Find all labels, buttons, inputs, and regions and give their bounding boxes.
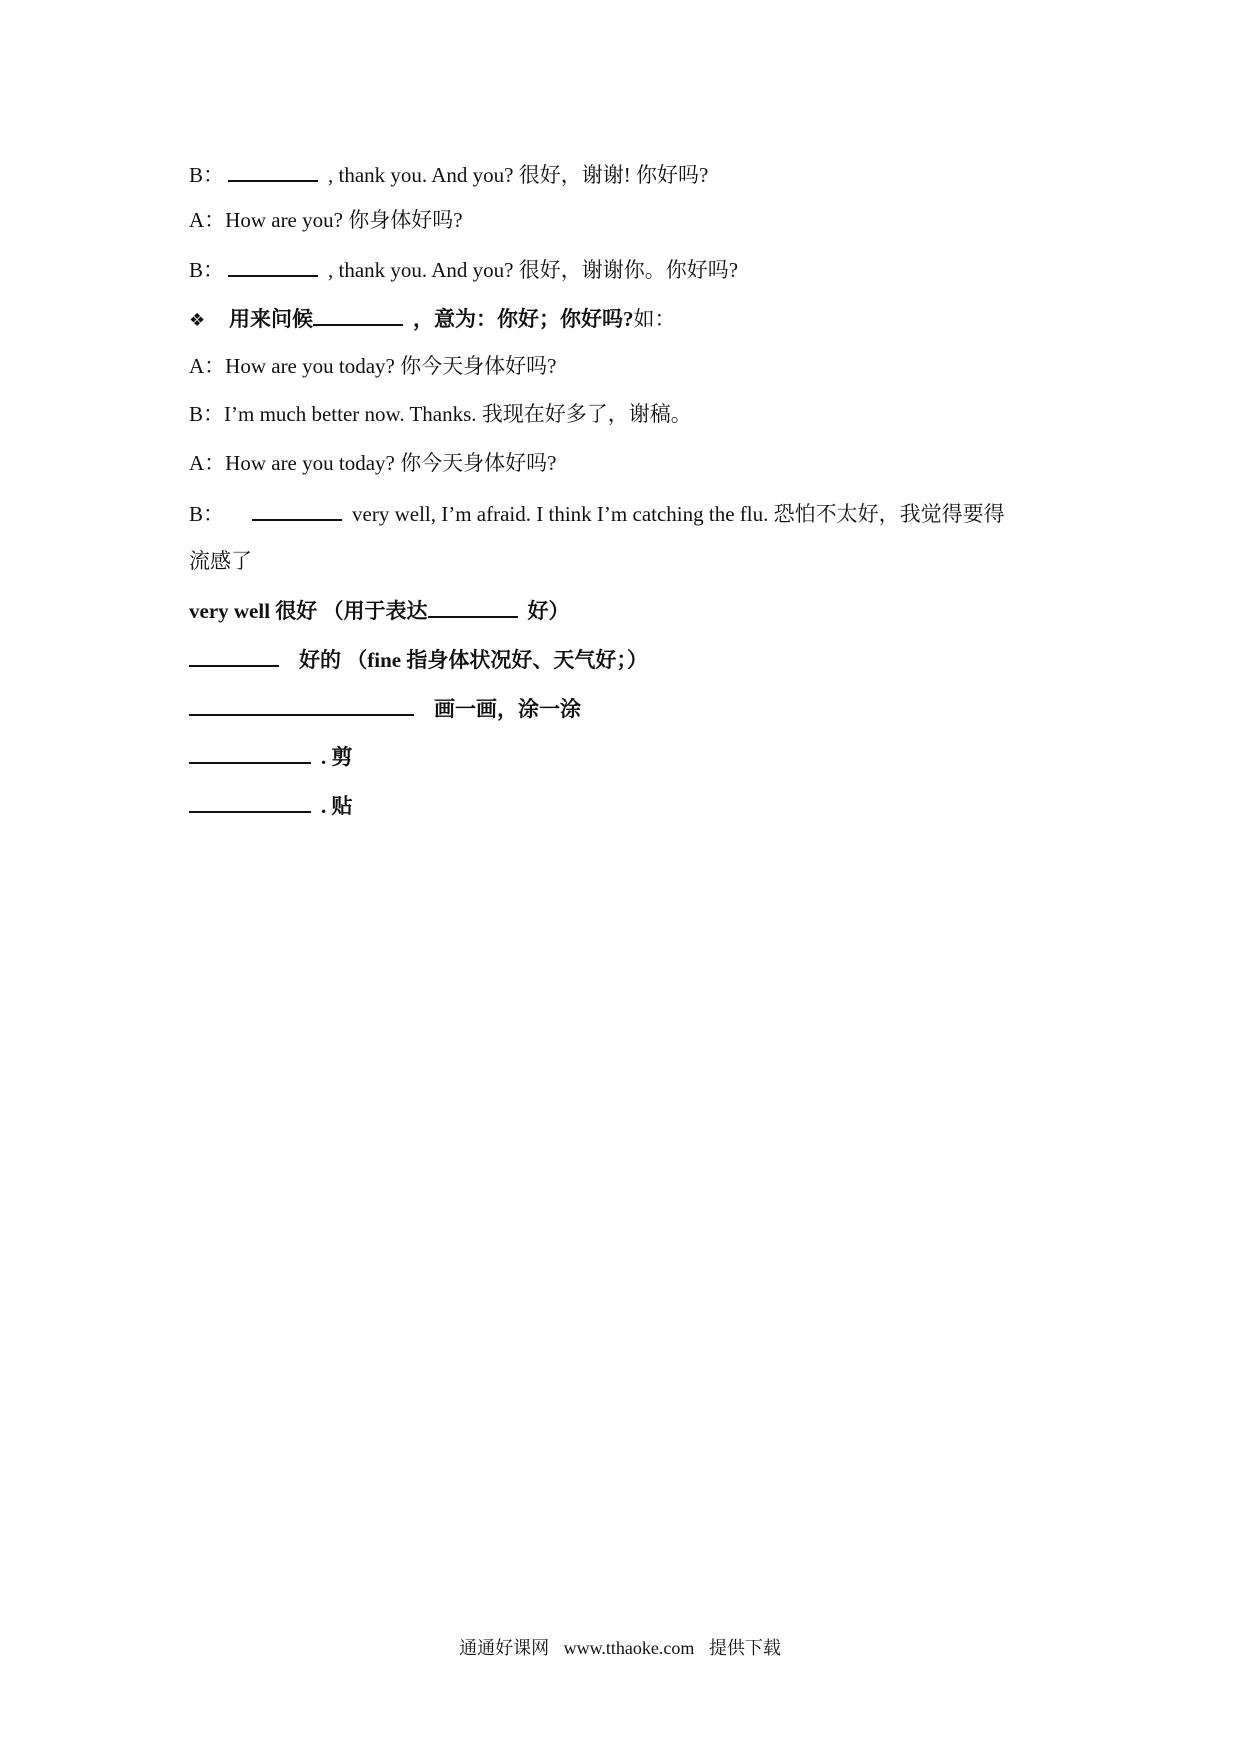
answer-blank: [189, 740, 311, 764]
line-text: 好的 （fine 指身体状况好、天气好；）: [299, 648, 648, 672]
line-text: A：How are you today? 你今天身体好吗?: [189, 451, 557, 475]
vocab-line-paste: [189, 789, 353, 819]
answer-blank: [228, 253, 318, 277]
line-text: , thank you. And you? 很好，谢谢你。你好吗?: [328, 258, 739, 282]
vocab-line-very-well: [189, 594, 570, 624]
vocab-line-fine: [189, 643, 648, 673]
speaker-label: B：: [189, 258, 225, 282]
answer-blank: [189, 789, 311, 813]
speaker-label: B：: [189, 163, 225, 187]
line-text: A：How are you? 你身体好吗?: [189, 208, 463, 232]
vocab-line-cut: [189, 740, 353, 770]
answer-blank: [228, 158, 318, 182]
line-text: . 贴: [321, 794, 353, 818]
dialogue-line-a-1: [189, 205, 463, 235]
line-text: 画一画，涂一涂: [434, 697, 581, 721]
dialogue-line-b-4: [189, 497, 1005, 527]
vocab-line-draw-color: [189, 692, 581, 722]
dialogue-line-b-1: [189, 158, 708, 188]
dialogue-line-b-2: [189, 253, 738, 283]
dialogue-line-a-2: [189, 351, 556, 381]
answer-blank: [252, 497, 342, 521]
bullet-note-line: [189, 302, 676, 332]
answer-blank: [313, 302, 403, 326]
answer-blank: [189, 692, 414, 716]
line-text: 流感了: [189, 549, 252, 573]
line-text: 用来问候: [229, 307, 313, 331]
answer-blank: [428, 594, 518, 618]
line-text: 好）: [527, 599, 570, 623]
line-text: very well 很好 （用于表达: [189, 599, 428, 623]
answer-blank: [189, 643, 279, 667]
footer-url: www.tthaoke.com: [563, 1638, 695, 1658]
line-text: . 剪: [321, 745, 353, 769]
dialogue-line-continuation: [189, 546, 252, 576]
line-text: very well, I’m afraid. I think I’m catching the flu. 恐怕不太好，我觉得要得: [352, 502, 1005, 526]
line-text: 如：: [633, 307, 676, 331]
page-footer: [0, 1635, 1240, 1661]
line-text: ，意为：你好；你好吗?: [413, 307, 634, 331]
line-text: B：I’m much better now. Thanks. 我现在好多了，谢稿。: [189, 402, 692, 426]
dialogue-line-b-3: [189, 399, 692, 429]
speaker-label: B：: [189, 502, 225, 526]
diamond-bullet-icon: ❖: [189, 310, 206, 331]
footer-note: 提供下载: [708, 1638, 781, 1658]
line-text: A：How are you today? 你今天身体好吗?: [189, 354, 557, 378]
dialogue-line-a-3: [189, 448, 556, 478]
footer-site-name: 通通好课网: [459, 1638, 550, 1658]
line-text: , thank you. And you? 很好，谢谢! 你好吗?: [328, 163, 709, 187]
